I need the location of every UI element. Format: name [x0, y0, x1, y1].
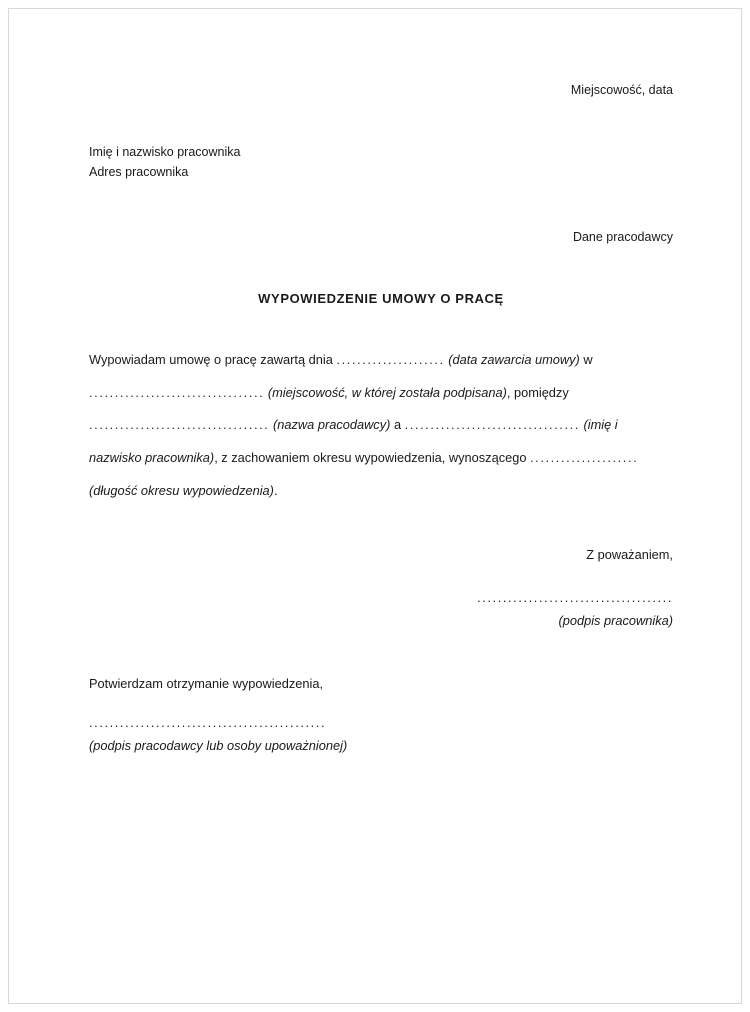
header-place-date: Miejscowość, data	[570, 83, 673, 97]
body-hint-notice-length: (długość okresu wypowiedzenia)	[89, 482, 274, 498]
employee-signature-line: ......................................	[477, 590, 673, 606]
blank-field-employer-name: ...................................	[89, 417, 270, 433]
body-hint-employee-name: (imię i nazwisko pracownika)	[89, 417, 618, 465]
employer-signature-line: ..............................................	[89, 715, 327, 731]
body-hint-place: (miejscowość, w której została podpisana)	[267, 384, 507, 400]
body-hint-contract-date: (data zawarcia umowy)	[448, 352, 580, 367]
sender-address-line: Adres pracownika	[89, 165, 189, 179]
employer-signature-caption: (podpis pracodawcy lub osoby upoważnionej)	[89, 738, 348, 754]
body-segment-w: w	[583, 352, 593, 367]
sender-block	[89, 142, 673, 183]
blank-field-contract-date: .....................	[336, 352, 445, 367]
blank-field-place: ..................................	[89, 384, 265, 400]
closing-regards: Z poważaniem,	[586, 547, 673, 563]
blank-field-notice-length: .....................	[530, 449, 639, 465]
body-segment-notice: , z zachowaniem okresu wypowiedzenia, wynoszącego	[214, 449, 527, 465]
sender-name-line: Imię i nazwisko pracownika	[89, 144, 241, 159]
body-segment-a: a	[393, 417, 402, 433]
employer-details: Dane pracodawcy	[572, 230, 673, 245]
document-page	[8, 8, 742, 1004]
document-title: WYPOWIEDZENIE UMOWY O PRACĘ	[258, 291, 504, 306]
body-segment-period: .	[273, 482, 278, 498]
confirmation-text: Potwierdzam otrzymanie wypowiedzenia,	[89, 676, 323, 692]
blank-field-employee-name: ..................................	[404, 417, 580, 433]
employee-signature-caption: (podpis pracownika)	[558, 613, 673, 629]
body-hint-employer-name: (nazwa pracodawcy)	[273, 417, 391, 433]
body-segment-1: Wypowiadam umowę o pracę zawartą dnia	[89, 352, 333, 367]
document-body	[89, 344, 673, 507]
body-segment-between: , pomiędzy	[506, 384, 569, 400]
document-content	[89, 81, 673, 753]
